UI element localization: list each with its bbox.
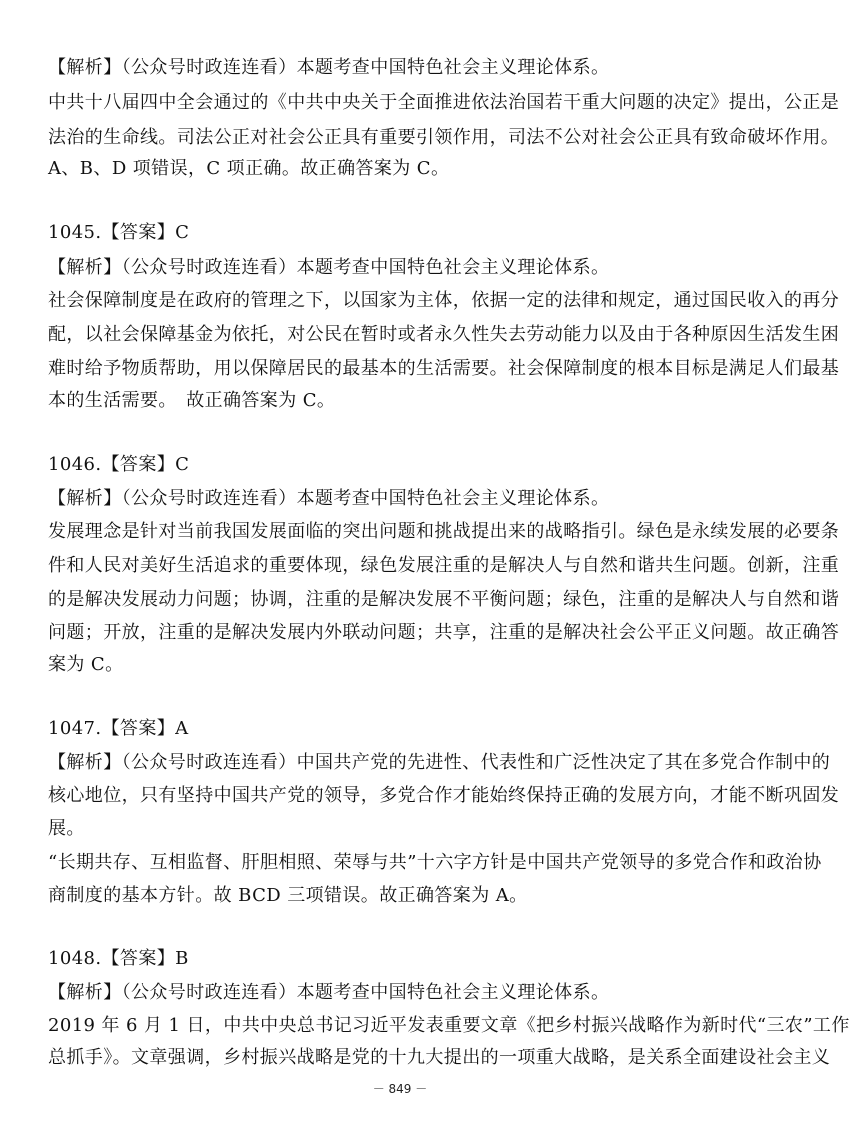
paragraph-line: 案为 C。 xyxy=(48,654,124,675)
paragraph-line: 社会保障制度是在政府的管理之下，以国家为主体，依据一定的法律和规定，通过国民收入的再分 xyxy=(48,290,840,311)
page-number: － 849 － xyxy=(372,1082,428,1096)
paragraph-line: 发展理念是针对当前我国发展面临的突出问题和挑战提出来的战略指引。绿色是永续发展的必要条 xyxy=(48,521,840,542)
paragraph-line: 展。 xyxy=(48,818,85,839)
paragraph-line: “长期共存、互相监督、肝胆相照、荣辱与共”十六字方针是中国共产党领导的多党合作和政治协 xyxy=(48,852,822,873)
paragraph-line: 的是解决发展动力问题；协调，注重的是解决发展不平衡问题；绿色，注重的是解决人与自然和谐 xyxy=(48,589,840,610)
paragraph-line: A、B、D 项错误，C 项正确。故正确答案为 C。 xyxy=(48,158,450,179)
answer-heading: 1048.【答案】B xyxy=(48,948,189,969)
analysis-heading: 【解析】（公众号时政连连看）本题考查中国特色社会主义理论体系。 xyxy=(48,257,610,278)
analysis-heading: 【解析】（公众号时政连连看）中国共产党的先进性、代表性和广泛性决定了其在多党合作制中的 xyxy=(48,752,831,773)
paragraph-line: 核心地位，只有坚持中国共产党的领导，多党合作才能始终保持正确的发展方向，才能不断巩固发 xyxy=(48,785,840,806)
paragraph-line: 件和人民对美好生活追求的重要体现，绿色发展注重的是解决人与自然和谐共生问题。创新，注重 xyxy=(48,555,840,576)
paragraph-line: 法治的生命线。司法公正对社会公正具有重要引领作用，司法不公对社会公正具有致命破坏作用。 xyxy=(48,127,840,148)
answer-heading: 1045.【答案】C xyxy=(48,222,190,243)
paragraph-line: 难时给予物质帮助，用以保障居民的最基本的生活需要。社会保障制度的根本目标是满足人们最基 xyxy=(48,358,840,379)
answer-heading: 1047.【答案】A xyxy=(48,718,189,739)
paragraph-line: 总抓手》。文章强调，乡村振兴战略是党的十九大提出的一项重大战略，是关系全面建设社会主义 xyxy=(48,1047,831,1068)
paragraph-line: 中共十八届四中全会通过的《中共中央关于全面推进依法治国若干重大问题的决定》提出，公正是 xyxy=(48,92,840,113)
paragraph-line: 配，以社会保障基金为依托，对公民在暂时或者永久性失去劳动能力以及由于各种原因生活发生困 xyxy=(48,324,840,345)
paragraph-line: 问题；开放，注重的是解决发展内外联动问题；共享，注重的是解决社会公平正义问题。故正确答 xyxy=(48,622,840,643)
paragraph-line: 本的生活需要。 故正确答案为 C。 xyxy=(48,390,336,411)
answer-heading: 1046.【答案】C xyxy=(48,454,190,475)
analysis-heading: 【解析】（公众号时政连连看）本题考查中国特色社会主义理论体系。 xyxy=(48,982,610,1003)
paragraph-line: 商制度的基本方针。故 BCD 三项错误。故正确答案为 A。 xyxy=(48,885,528,906)
analysis-heading: 【解析】（公众号时政连连看）本题考查中国特色社会主义理论体系。 xyxy=(48,57,610,78)
paragraph-line: 2019 年 6 月 1 日，中共中央总书记习近平发表重要文章《把乡村振兴战略作为新时代“三农”工作 xyxy=(48,1015,850,1036)
analysis-heading: 【解析】（公众号时政连连看）本题考查中国特色社会主义理论体系。 xyxy=(48,488,610,509)
